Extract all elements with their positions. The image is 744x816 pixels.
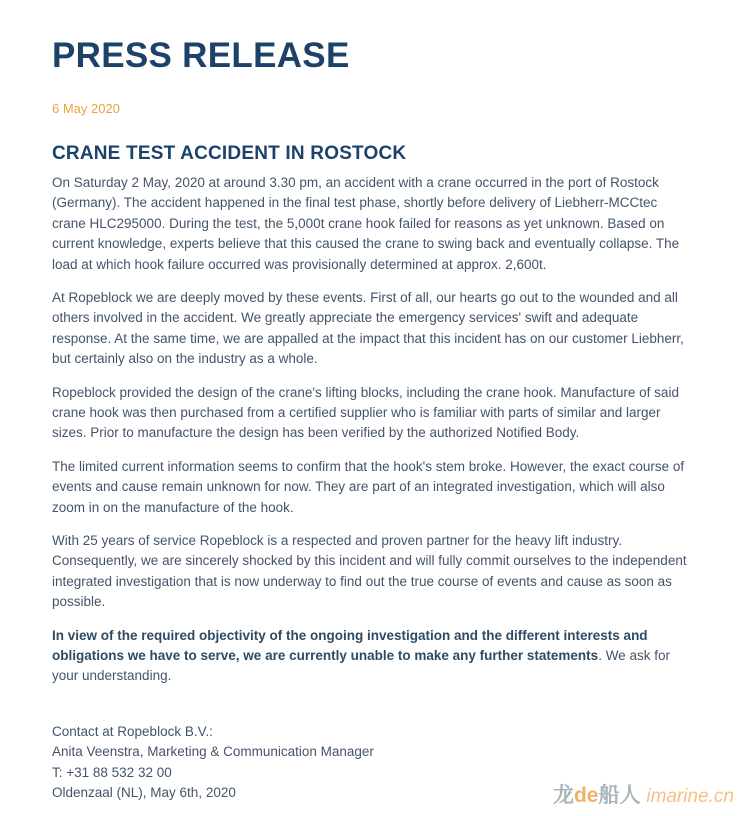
statement-bold-text: In view of the required objectivity of the ongoing investigation and the different interests and obligations we have to serve, we are currently unable to make any further statements [52, 627, 648, 663]
watermark-site-url: imarine.cn [646, 786, 734, 807]
article-heading: CRANE TEST ACCIDENT IN ROSTOCK [52, 142, 407, 164]
paragraph-statement [52, 626, 694, 687]
contact-phone: T: +31 88 532 32 00 [52, 764, 172, 780]
statement-regular-text: . We ask for your understanding. [52, 648, 670, 684]
paragraph-commitment: With 25 years of service Ropeblock is a respected and proven partner for the heavy lift industry. Consequently, we are sincerely shocked by this incident and will fully commit ourselves to the independent integrated investigation that is now underway to find out the true course of events and cause as soon as possible. [52, 532, 687, 610]
paragraph-sympathy: At Ropeblock we are deeply moved by these events. First of all, our hearts go out to the wounded and all others involved in the accident. We greatly appreciate the emergency services' swift and adequate response. At the same time, we are appalled at the impact that this incident has on our customer Liebherr, but certainly also on the industry as a whole. [52, 289, 684, 367]
watermark-zh-char-1: 龙 [552, 784, 574, 807]
paragraph-accident-description: On Saturday 2 May, 2020 at around 3.30 pm, an accident with a crane occurred in the port of Rostock (Germany). The accident happened in the final test phase, shortly before delivery of Liebherr-MCCtec crane HLC295000. During the test, the 5,000t crane hook failed for reasons as yet unknown. Based on current knowledge, experts believe that this caused the crane to swing back and eventually collapse. The load at which hook failure occurred was provisionally determined at approx. 2,600t. [52, 174, 680, 272]
location-date-signoff: Oldenzaal (NL), May 6th, 2020 [52, 785, 236, 801]
watermark-de-accent: de [573, 784, 599, 807]
document-title: PRESS RELEASE [52, 36, 350, 76]
imarine-watermark-logo [553, 785, 734, 806]
paragraph-design-provenance: Ropeblock provided the design of the crane's lifting blocks, including the crane hook. Manufacture of said crane hook was then purchased from a certified supplier who is familiar with parts of similar and larger sizes. Prior to manufacture the design has been verified by the authorized Notified Body. [52, 384, 679, 441]
release-date: 6 May 2020 [52, 100, 120, 116]
contact-intro: Contact at Ropeblock B.V.: [52, 723, 213, 739]
watermark-zh-chars-2: 船人 [598, 784, 641, 807]
article-body [52, 173, 694, 804]
contact-person: Anita Veenstra, Marketing & Communication Manager [52, 744, 374, 760]
paragraph-investigation-status: The limited current information seems to confirm that the hook's stem broke. However, the exact course of events and cause remain unknown for now. They are part of an integrated investigation, which will also zoom in on the manufacture of the hook. [52, 458, 685, 515]
